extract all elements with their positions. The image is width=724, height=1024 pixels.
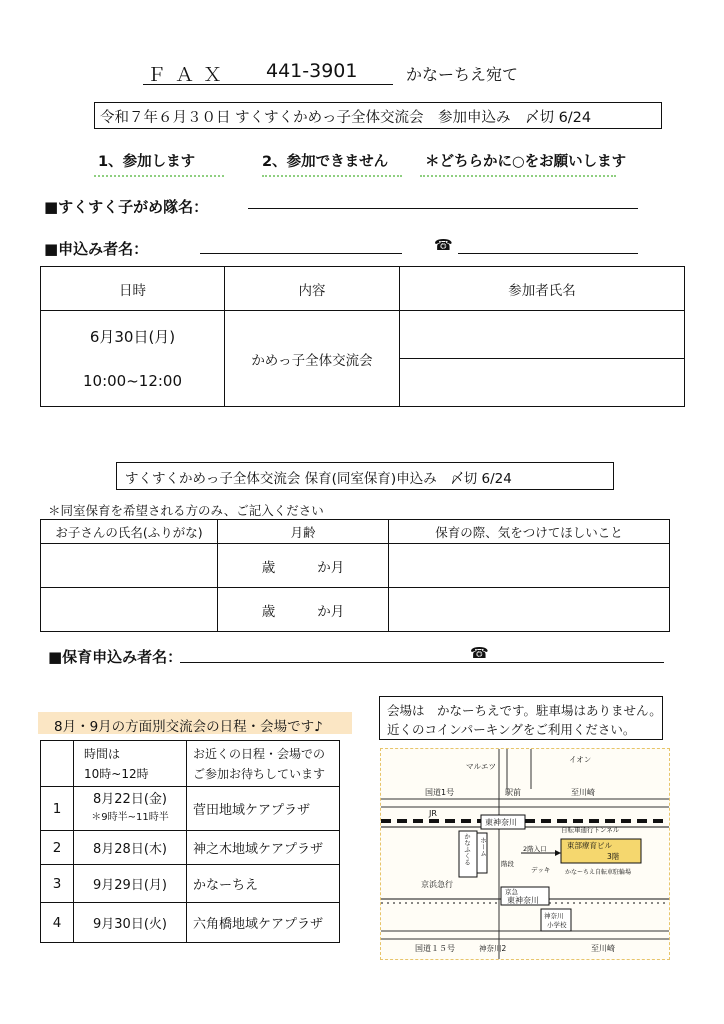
map-label-road15: 国道１５号 (415, 944, 455, 953)
map-label-maruetsu: マルエツ (466, 762, 496, 771)
table-row (41, 831, 340, 865)
row-number: 2 (41, 831, 74, 865)
access-map (380, 748, 670, 960)
participant-name-cell[interactable] (400, 311, 685, 359)
table-header: 参加者氏名 (400, 267, 685, 311)
header-venue-line: お近くの日程・会場での (193, 746, 326, 761)
map-label-home: ホーム (479, 837, 487, 857)
child-name-cell[interactable] (41, 588, 218, 632)
row-venue: 神之木地域ケアプラザ (187, 831, 340, 865)
age-years: 歳 (261, 559, 276, 576)
childcare-table (40, 519, 670, 632)
child-age-cell[interactable] (218, 544, 389, 588)
grass-decoration (262, 165, 402, 177)
map-label-parking: かなーちえ自転車駐輪場 (565, 869, 632, 876)
table-header: 日時 (41, 267, 225, 311)
applicant-label: ■申込み者名： (44, 240, 149, 258)
map-label-road1: 国道1号 (425, 788, 455, 797)
event-content: かめっ子全体交流会 (225, 311, 400, 407)
child-age-cell[interactable] (218, 588, 389, 632)
map-label-steps: 階段 (501, 860, 514, 868)
schedule-table (40, 740, 340, 943)
option-not-attend[interactable]: 2、参加できません (262, 154, 389, 170)
participation-table (40, 266, 685, 407)
grass-decoration (420, 165, 616, 177)
table-header: 保育の際、気をつけてほしいこと (389, 520, 670, 544)
map-label-to-kawasaki: 至川崎 (571, 788, 595, 797)
row-date (74, 787, 187, 831)
child-name-cell[interactable] (41, 544, 218, 588)
applicant-phone-field[interactable] (458, 253, 638, 254)
table-header (187, 741, 340, 787)
map-label-kanafukuru: かなふくる (463, 833, 471, 866)
table-row (41, 865, 340, 903)
venue-note-line: 近くのコインパーキングをご利用ください。 (387, 722, 636, 737)
map-label-school-1: 神奈川 (544, 912, 564, 920)
venue-note-line: 会場は かなーちえです。駐車場はありません。 (387, 703, 662, 718)
fax-number: 441-3901 (266, 60, 358, 82)
option-attend[interactable]: 1、参加します (98, 154, 196, 170)
fax-label: ＦＡＸ (147, 64, 232, 86)
childcare-notes-cell[interactable] (389, 588, 670, 632)
row-date-text: 8月22日(金) (93, 791, 167, 807)
row-venue: かなーちえ (187, 865, 340, 903)
map-label-station-front: 駅前 (505, 788, 521, 797)
group-name-label: ■すくすく子がめ隊名： (44, 198, 209, 216)
group-name-field[interactable] (248, 208, 638, 209)
map-label-floor: 3階 (607, 852, 620, 861)
row-venue: 菅田地域ケアプラザ (187, 787, 340, 831)
event-time: 10:00~12:00 (82, 371, 183, 390)
row-number: 1 (41, 787, 74, 831)
childcare-applicant-label: ■保育申込み者名： (48, 648, 183, 666)
map-label-jr: JR (429, 809, 437, 818)
phone-icon: ☎ (434, 236, 453, 254)
event-datetime-cell (41, 311, 225, 407)
applicant-name-field[interactable] (200, 253, 402, 254)
age-months: か月 (317, 559, 345, 576)
childcare-notes-cell[interactable] (389, 544, 670, 588)
map-label-keihin: 京浜急行 (421, 880, 453, 889)
table-header (74, 741, 187, 787)
schedule-title: 8月・9月の方面別交流会の日程・会場です♪ (54, 719, 323, 735)
childcare-note: ＊同室保育を希望される方のみ、ご記入ください (48, 503, 324, 518)
application-title: 令和７年６月３０日 すくすくかめっ子全体交流会 参加申込み 〆切 6/24 (100, 110, 592, 126)
childcare-applicant-field[interactable] (180, 662, 664, 663)
header-time-line: 10時~12時 (84, 766, 149, 781)
map-label-entrance: 2階入口 (523, 845, 547, 853)
table-row (41, 787, 340, 831)
row-date-sub: ＊9時半~11時半 (91, 811, 169, 823)
row-number: 4 (41, 903, 74, 943)
fax-addressee: かなーちえ宛て (406, 65, 519, 84)
table-header: 月齢 (218, 520, 389, 544)
participant-name-cell[interactable] (400, 359, 685, 407)
map-label-keikyu: 京急 (505, 888, 518, 896)
map-label-aeon: イオン (569, 755, 592, 764)
map-label-kanagawa2: 神奈川2 (479, 944, 507, 953)
phone-icon: ☎ (470, 644, 489, 662)
grass-decoration (94, 165, 224, 177)
fax-underline (143, 84, 393, 85)
map-label-deck: デッキ (531, 866, 551, 874)
map-label-to-kawasaki-2: 至川崎 (591, 944, 615, 953)
map-label-keikyu-higashikanagawa: 東神奈川 (507, 896, 539, 905)
option-note: ＊どちらかに○をお願いします (425, 154, 627, 170)
row-date: 8月28日(木) (74, 831, 187, 865)
map-label-higashikanagawa: 東神奈川 (485, 818, 517, 827)
application-title-box (94, 102, 662, 129)
table-row (41, 903, 340, 943)
table-header (41, 741, 74, 787)
schedule-title-box (38, 712, 352, 734)
header-time-line: 時間は (84, 746, 121, 761)
row-number: 3 (41, 865, 74, 903)
row-date: 9月29日(月) (74, 865, 187, 903)
map-label-school-2: 小学校 (547, 921, 567, 929)
header-venue-line: ご参加お待ちしています (193, 766, 326, 781)
row-date: 9月30日(火) (74, 903, 187, 943)
row-venue: 六角橋地域ケアプラザ (187, 903, 340, 943)
table-header: 内容 (225, 267, 400, 311)
venue-note-box (379, 696, 663, 740)
map-label-bicycle-tunnel: 自転車通行トンネル (561, 826, 620, 834)
childcare-title: すくすくかめっ子全体交流会 保育(同室保育)申込み 〆切 6/24 (125, 471, 512, 487)
table-header: お子さんの氏名(ふりがな) (41, 520, 218, 544)
age-months: か月 (317, 603, 345, 620)
childcare-title-box (116, 462, 614, 490)
event-date: 6月30日(月) (89, 327, 176, 346)
map-graphic (381, 749, 669, 959)
map-label-building: 東部療育ビル (567, 841, 612, 850)
age-years: 歳 (261, 603, 276, 620)
